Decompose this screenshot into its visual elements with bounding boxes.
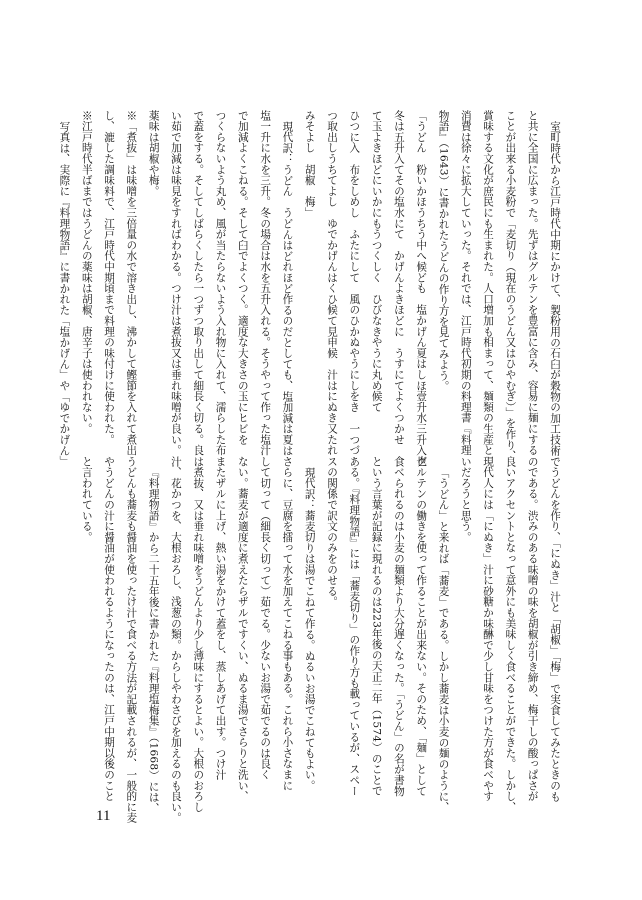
text-line: 良いアクセントとなって意外にも美味しく食べることができた。しかし、 xyxy=(504,456,517,813)
translation-line: 現代訳：蕎麦切りは湯でこねて作る。ぬるいお湯でこねてもよい。 xyxy=(303,466,316,791)
text-line: 現代人には「にぬき」汁に砂糖か味醂で少し甘味をつけた方が食べやす xyxy=(482,456,495,802)
text-line: と言われている。 xyxy=(80,456,93,543)
text-line: いだろうと思う。 xyxy=(459,456,472,543)
quote-line: みそよし 胡椒 梅」 xyxy=(303,110,316,218)
quote-line: て玉よきほどにいかにもうつくしく ひびなきやうに丸め候て xyxy=(370,110,383,413)
quote-line: 「うどん 粉いかほうちう中へ候ども 塩かげん夏はしほ壹升水三升入也 xyxy=(415,110,428,467)
text-line: 写真は、実際に『料理物語』に書かれた「塩かげん」や「ゆでかげん」 xyxy=(58,120,71,467)
text-line: 消費は徐々に拡大していった。それでは、江戸時代初期の料理書『料理 xyxy=(459,110,472,456)
translation-line: つくらないよう丸め、風が当たらないよう入れ物に入れて、濡らした布 xyxy=(214,110,227,456)
translation-line: ない。蕎麦が適度に煮えたらザルですくい、ぬるま湯でさらりと洗い、 xyxy=(236,456,249,802)
quote-line: 冬は五升入てその塩水にて かげんよきほどに うすにてよくつかせ xyxy=(392,110,405,445)
text-line: 室町時代から江戸時代中期にかけて、製粉用の石臼が穀物の加工技術 xyxy=(549,120,561,456)
translation-line: は煮抜、又は垂れ味噌をうどんより少し薄味にするとよい。大根のおろし xyxy=(192,456,205,813)
note-line: ※江戸時代半ばまではうどんの薬味は胡椒、唐辛子は使われない。 xyxy=(80,110,93,434)
translation-line: 汁、花かつを、大根おろし、浅葱の類。からしやわさびを加えるのも良い。 xyxy=(169,456,182,824)
text-line: でうどんを作り、「にぬき」汁と「胡椒」「梅」で実食してみたときのも xyxy=(549,456,561,802)
text-line: うどんも蕎麦も醤油を使ったけ汁で食べる方法が記載されるが、一般的に麦 xyxy=(125,456,138,824)
translation-line: で蓋をする。そしてしばらくしたら一つずつ取り出して細長く切る。良 xyxy=(192,110,205,456)
text-line: 「うどん」と来れば「蕎麦」である。しかし蕎麦は小麦の麺のように、 xyxy=(437,466,450,813)
text-line: やうどんの汁に醤油が使われるようになったのは、江戸中期以後のこと xyxy=(103,456,116,802)
text-line: と共に全国に広まった。先ずはグルテンを豊富に含み、容易に麺にする xyxy=(526,110,539,456)
translation-line: して切って（細長く切って）茹でる。少ないお湯で茹でるのは良く xyxy=(259,456,272,780)
text-line: 賞味する文化が庶民にも生まれた。人口増加も相まって、麺類の生産と xyxy=(482,110,495,456)
quote-line: つ取出しうちてよし ゆでかげんはくひ候て見申候 汁はにぬき又たれ xyxy=(326,110,339,456)
text-line: 物語』（1643）に書かれたうどんの作り方を見てみよう。 xyxy=(437,110,450,392)
text-line: ことが出来る小麦粉で「麦切り（現在のうどん又はひやむぎ）」を作り、 xyxy=(504,110,517,462)
note-line: ※「煮抜」は味噌を三倍量の水で溶き出し、沸かして鰹節を入れて煮出 xyxy=(125,110,138,456)
quote-line: ひつに入 布をしめし ふたにして 風のひかぬやうにしをき 一つづ xyxy=(348,110,361,456)
text-line: という言葉が記録に現れるのは223年後の天正二年（1574）のことで xyxy=(370,456,383,797)
translation-line: 現代訳：うどん うどんはどれほど作るのだとしても、塩加減は夏は xyxy=(281,120,294,456)
text-line: 『料理物語』から二十五年後に書かれた『料理塩梅集』（1668）には、 xyxy=(147,466,160,814)
upper-text-block xyxy=(58,110,566,467)
translation-line: さらに、豆腐を擂って水を加えてこねる事もある。これら小さなまに xyxy=(281,456,294,791)
text-line: のである。渋みのある味噌の味を胡椒が引き締め、梅干しの酸っぱさが xyxy=(526,456,539,802)
translation-line: またザルに上げ、熱い湯をかけて蓋をし、蒸しあげて出す。つけ汁 xyxy=(214,456,227,780)
note-line: し、漉した調味料で、江戸時代中期頃まで料理の味付けに使われた。 xyxy=(103,110,116,445)
translation-line: で加減よくこねる。そして臼でよくつく。適度な大きさの玉にヒビを xyxy=(236,110,249,445)
text-line: 食べられるのは小麦の麺類より大分遅くなった。「うどん」の名が書物 xyxy=(392,456,405,797)
text-line: ある。『料理物語』には「蕎麦切り」の作り方も載っているが、スペー xyxy=(348,456,361,797)
translation-line: い茹で加減は味見をすればわかる。つけ汁は煮抜又は垂れ味噌が良い。 xyxy=(169,110,182,456)
text-line: グルテンの働きを使って作ることが出来ない。そのため、「麺」として xyxy=(415,456,428,797)
page-number: 11 xyxy=(96,808,111,824)
translation-line: 薬味は胡椒や梅。 xyxy=(147,110,160,197)
text-line: スの関係で訳文のみをのせる。 xyxy=(326,456,339,608)
translation-line: 塩一升に水を三升。冬の場合は水を五升入れる。そうやって作った塩汁 xyxy=(259,110,272,456)
